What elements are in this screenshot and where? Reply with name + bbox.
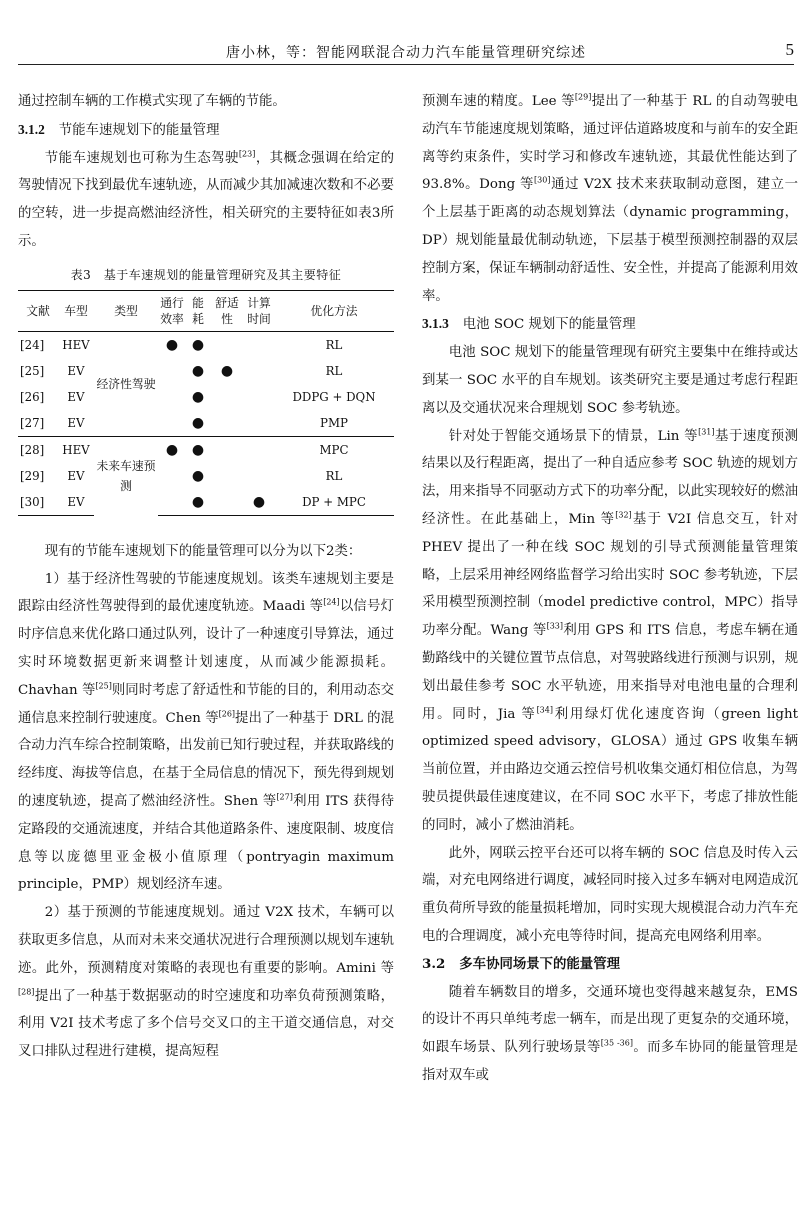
cell-mark: ● — [158, 331, 186, 358]
paragraph — [422, 423, 798, 840]
cell-mark — [210, 489, 244, 516]
text-run: 提出了一种基于 RL 的自动驾驶电动汽车节能速度规划策略，通过评估道路坡度和与前车的安全距离等约束条件，实时学习和修改车速轨迹，其最优性能达到了 93.8%。Dong 等 — [422, 94, 798, 193]
column-header: 通行效率 — [158, 290, 186, 331]
cell-mark — [210, 436, 244, 463]
text-run: 节能车速规划也可称为生态驾驶 — [44, 150, 239, 166]
cell-mark — [244, 410, 274, 437]
paragraph — [18, 566, 394, 900]
cell-mark: ● — [191, 388, 205, 405]
section-title: 节能车速规划下的能量管理 — [58, 122, 220, 138]
text-run: 利用 ITS 获得待定路段的交通流速度，并结合其他道路条件、速度限制、坡度信息等以庞德里亚金极小值原理（pontryagin maximum principle，PMP）规划经济车速。 — [18, 793, 394, 893]
table-row — [18, 384, 394, 410]
text-run: 提出了一种基于数据驱动的时空速度和功率负荷预测策略，利用 V2I 技术考虑了多个信号交叉口的主干道交通信息，对交叉口排队过程进行建模，提高短程 — [18, 988, 394, 1060]
cell-mark: ● — [186, 489, 210, 516]
column-header: 优化方法 — [274, 290, 394, 331]
text-run: 提出了一种基于 DRL 的混合动力汽车综合控制策略，出发前已知行驶过程，并获取路线的经纬度、海拔等信息，在基于全局信息的情况下，预先得到规划的速度轨迹，提高了燃油经济性。Shen 等 — [18, 710, 394, 809]
citation: [29] — [574, 92, 592, 102]
cell-car: EV — [67, 415, 85, 430]
column-header: 类型 — [94, 290, 158, 331]
text-run: 1）基于经济性驾驶的节能速度规划。该类车速规划主要是跟踪由经济性驾驶得到的最优速度轨迹。Maadi 等 — [18, 571, 394, 615]
cell-ref: [27] — [20, 415, 45, 430]
column-header: 能耗 — [186, 290, 210, 331]
text-run: 基于 V2I 信息交互，针对 PHEV 提出了一种在线 SOC 规划的引导式预测能量管理策略，上层采用神经网络监督学习给出实时 SOC 参考轨迹，下层采用模型预测控制（model predictive control，MPC）指导功率分配。Wang 等 — [422, 511, 798, 639]
column-header: 舒适性 — [210, 290, 244, 331]
table-row — [18, 410, 394, 437]
table-row — [18, 489, 394, 516]
text-run: 利用绿灯优化速度咨询（green light optimized speed advisory，GLOSA）通过 GPS 收集车辆当前位置，并由路边交通云控信号机收集交通灯相位信息，为驾驶员提供最佳速度建议，在不同 SOC 水平下，考虑了排放性能的同时，减小了燃油消耗。 — [422, 706, 798, 833]
column-header: 文献 — [18, 290, 58, 331]
cell-method: RL — [325, 363, 343, 378]
cell-ref: [24] — [18, 331, 58, 358]
citation: [31] — [698, 427, 715, 437]
citation: [28] — [18, 987, 35, 997]
citation: [33] — [546, 621, 563, 631]
column-header: 车型 — [58, 290, 94, 331]
cell-mark: ● — [191, 467, 205, 484]
left-column — [18, 88, 394, 1066]
cell-mark: ● — [244, 489, 274, 516]
cell-ref: [26] — [20, 389, 45, 404]
cell-mark — [244, 384, 274, 410]
section-heading-3-2 — [422, 951, 798, 979]
citation: [25] — [95, 681, 112, 691]
table-row — [18, 358, 394, 384]
cell-mark — [244, 436, 274, 463]
cell-mark: ● — [158, 436, 186, 463]
cell-mark — [244, 358, 274, 384]
citation: [32] — [615, 510, 632, 520]
citation: [27] — [276, 792, 293, 802]
cell-car: EV — [67, 389, 85, 404]
paragraph — [18, 145, 394, 256]
cell-mark — [210, 331, 244, 358]
cell-car: HEV — [58, 436, 94, 463]
text-run: 预测车速的精度。Lee 等 — [422, 94, 575, 109]
paragraph — [422, 88, 798, 310]
paragraph: 现有的节能车速规划下的能量管理可以分为以下2类： — [44, 543, 362, 559]
table-caption: 表3 基于车速规划的能量管理研究及其主要特征 — [70, 267, 342, 282]
section-title: 多车协同场景下的能量管理 — [459, 955, 620, 972]
cell-method: RL — [274, 331, 394, 358]
section-title: 电池 SOC 规划下的能量管理 — [462, 317, 636, 333]
cell-method: PMP — [320, 415, 348, 430]
table-row — [18, 331, 394, 358]
cell-method: MPC — [274, 436, 394, 463]
cell-method: DP + MPC — [274, 489, 394, 516]
citation: [23] — [238, 149, 256, 159]
table-row — [18, 463, 394, 489]
text-run: 通过 V2X 技术来获取制动意图，建立一个上层基于距离的动态规划算法（dynamic programming，DP）规划能量最优制动轨迹，下层基于模型预测控制器的双层控制方案，保证车辆制动舒适性、安全性，并提高了能源利用效率。 — [422, 177, 798, 304]
cell-mark — [158, 410, 186, 437]
paragraph — [18, 899, 394, 1066]
running-header — [18, 34, 794, 65]
paragraph: 电池 SOC 规划下的能量管理现有研究主要集中在维持或达到某一 SOC 水平的自车规划。该类研究主要是通过考虑行程距离以及交通状况来合理规划 SOC 参考轨迹。 — [422, 345, 798, 416]
cell-mark: ● — [186, 436, 210, 463]
text-run: 针对处于智能交通场景下的情景，Lin 等 — [448, 428, 699, 444]
cell-mark: ● — [191, 362, 205, 379]
citation: [35 -36] — [600, 1038, 633, 1048]
cell-mark — [158, 358, 186, 384]
text-run: 以信号灯时序信息来优化路口通过队列，设计了一种速度引导算法，通过实时环境数据更新来调整计划速度，从而减少能源损耗。Chavhan 等 — [18, 599, 395, 698]
cell-mark: ● — [186, 331, 210, 358]
table-header-row — [18, 290, 394, 331]
paragraph: 此外，网联云控平台还可以将车辆的 SOC 信息及时传入云端，对充电网络进行调度，减轻同时接入过多车辆对电网造成沉重负荷所导致的能量损耗增加，同时实现大规模混合动力汽车充电的合理调度，减小充电等待时间，提高充电网络利用率。 — [422, 845, 798, 944]
text-run: 基于速度预测结果以及行程距离，提出了一种自适应参考 SOC 轨迹的规划方法，用来指导不同驱动方式下的功率分配，以此实现较好的燃油经济性。在此基础上，Min 等 — [422, 428, 799, 527]
citation: [26] — [218, 709, 236, 719]
paragraph: 通过控制车辆的工作模式实现了车辆的节能。 — [18, 94, 286, 109]
cell-mark — [244, 463, 274, 489]
column-header: 计算时间 — [244, 290, 274, 331]
cell-ref: [29] — [20, 468, 45, 483]
page-number: 5 — [785, 40, 794, 59]
cell-ref: [30] — [18, 489, 58, 516]
cell-mark — [158, 463, 186, 489]
cell-car: EV — [58, 489, 94, 516]
citation: [34] — [536, 705, 553, 715]
cell-car: HEV — [58, 331, 94, 358]
cell-method: RL — [325, 468, 343, 483]
cell-mark: ● — [191, 414, 205, 431]
running-title: 唐小林，等：智能网联混合动力汽车能量管理研究综述 — [226, 45, 586, 61]
cell-type: 未来车速预测 — [94, 436, 158, 515]
cell-method: DDPG + DQN — [292, 389, 376, 404]
cell-car: EV — [67, 363, 85, 378]
table-row — [18, 436, 394, 463]
text-run: 利用 GPS 和 ITS 信息，考虑车辆在通勤路线中的关键位置节点信息，对驾驶路线进行预测与识别，规划出最佳参考 SOC 水平轨迹，用来指导对电池电量的合理利用。同时，Jia 等 — [422, 623, 798, 722]
cell-mark — [210, 410, 244, 437]
citation: [30] — [534, 175, 551, 185]
text-run: 则同时考虑了舒适性和节能的目的，利用动态交通信息来控制行驶速度。Chen 等 — [18, 682, 394, 726]
section-number: 3.2 — [422, 955, 446, 972]
text-run: ，其概念强调在给定的驾驶情况下找到最优车速轨迹，从而减少其加减速次数和不必要的空转，进一步提高燃油经济性，相关研究的主要特征如表3所示。 — [18, 150, 395, 249]
section-number: 3.1.2 — [18, 121, 45, 137]
cell-mark — [158, 489, 186, 516]
paragraph — [422, 979, 798, 1090]
text-run: 随着车辆数目的增多，交通环境也变得越来越复杂，EMS 的设计不再只单纯考虑一辆车，而是出现了更复杂的交通环境，如跟车场景、队列行驶场景等 — [422, 984, 798, 1056]
section-heading-3-1-2 — [18, 116, 394, 145]
cell-mark — [210, 384, 244, 410]
cell-mark — [158, 384, 186, 410]
text-run: 2）基于预测的节能速度规划。通过 V2X 技术，车辆可以获取更多信息，从而对未来交通状况进行合理预测以规划车速轨迹。此外，预测精度对策略的表现也有重要的影响。Amini 等 — [18, 905, 394, 976]
table-3 — [18, 290, 394, 516]
text-run: 。而多车协同的能量管理是指对双车或 — [422, 1040, 798, 1083]
cell-mark — [210, 463, 244, 489]
section-number: 3.1.3 — [422, 316, 449, 332]
cell-mark — [244, 331, 274, 358]
section-heading-3-1-3 — [422, 310, 798, 339]
citation: [24] — [323, 597, 340, 607]
cell-ref: [28] — [18, 436, 58, 463]
right-column — [422, 88, 798, 1090]
cell-type: 经济性驾驶 — [94, 331, 158, 436]
cell-car: EV — [67, 468, 85, 483]
cell-mark: ● — [220, 362, 234, 379]
cell-ref: [25] — [20, 363, 45, 378]
